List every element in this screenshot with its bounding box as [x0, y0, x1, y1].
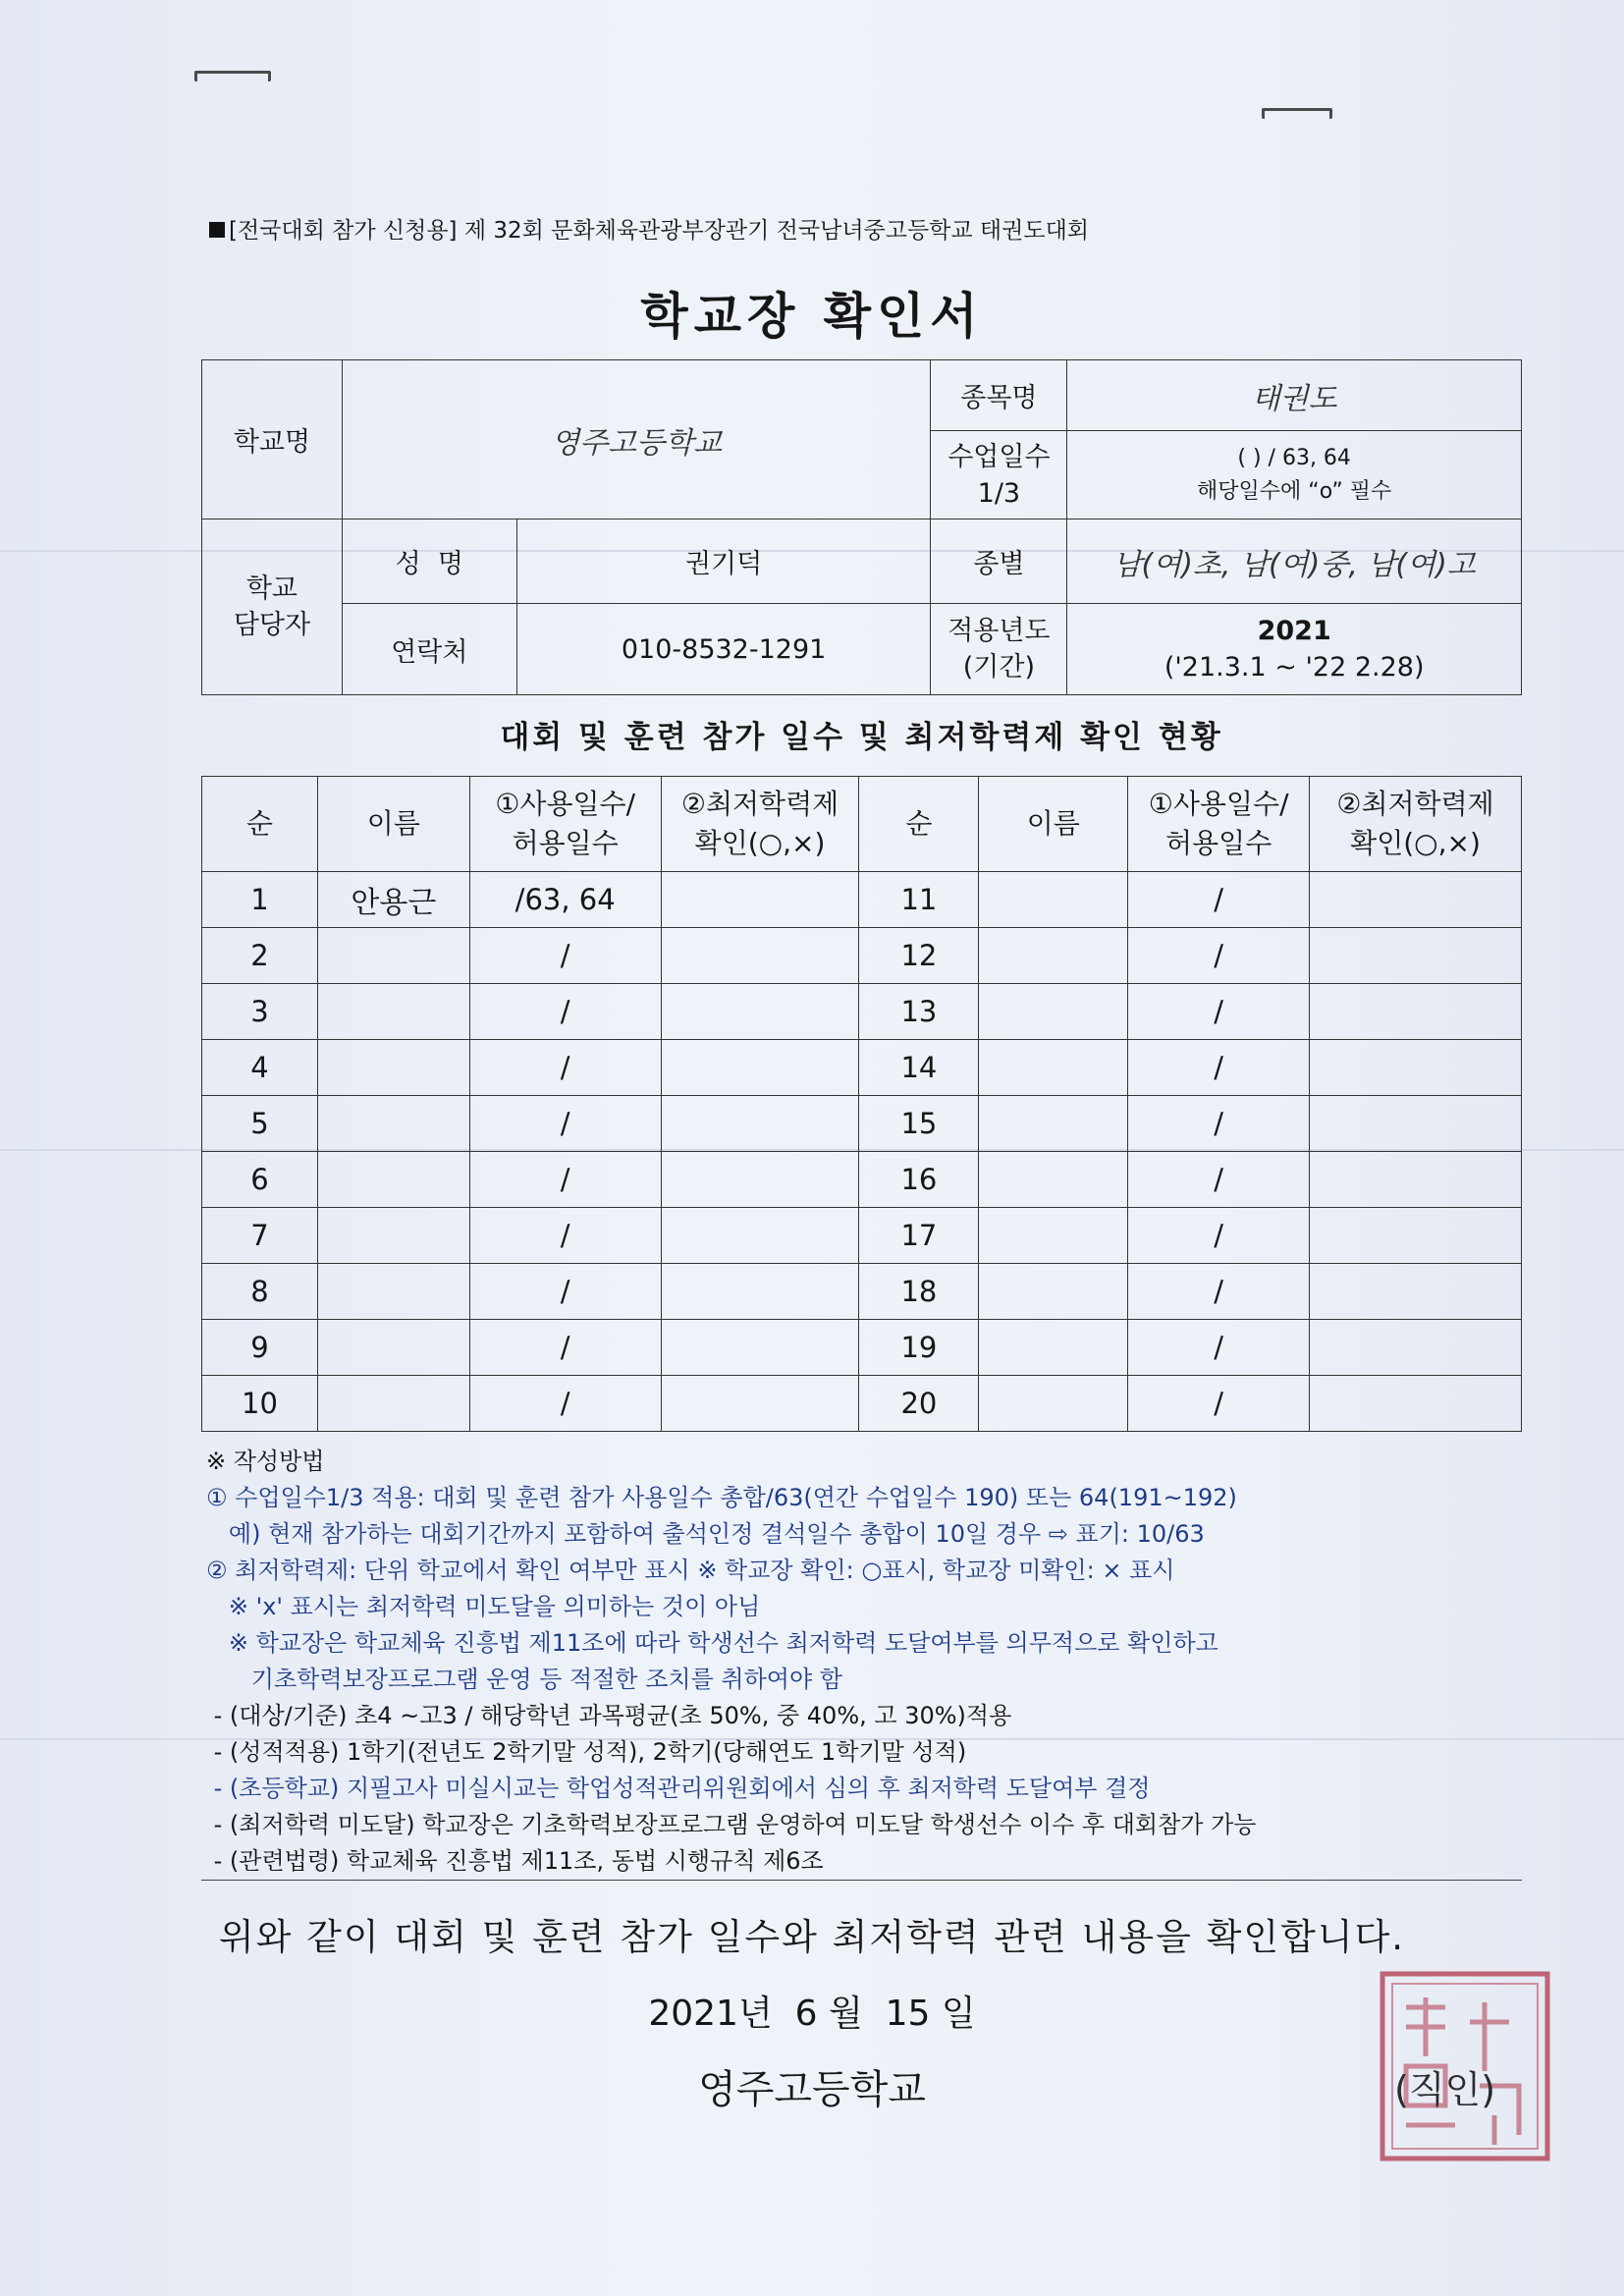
participant-name — [979, 1376, 1128, 1432]
table-row — [202, 1264, 1522, 1320]
staple-icon — [1262, 108, 1332, 119]
contact-value: 010-8532-1291 — [516, 604, 931, 695]
table-row — [202, 1040, 1522, 1096]
header-check-line1: ②최저학력제 — [1336, 788, 1494, 820]
manager-label-line2: 담당자 — [233, 610, 311, 640]
min-academic-check — [661, 1264, 859, 1320]
header-event: 제 32회 문화체육관광부장관기 전국남녀중고등학교 태권도대회 — [463, 218, 1090, 244]
apply-year-label-line1: 적용년도 — [947, 616, 1051, 646]
participant-name — [317, 1040, 469, 1096]
row-number: 1 — [202, 872, 318, 928]
type-label: 종별 — [931, 519, 1067, 604]
table-row — [202, 984, 1522, 1040]
class-days-label-line2: 1/3 — [977, 477, 1021, 509]
min-academic-check — [661, 984, 859, 1040]
min-academic-check — [661, 872, 859, 928]
min-academic-check — [661, 1152, 859, 1208]
participant-name — [979, 872, 1128, 928]
used-days: / — [1128, 1376, 1310, 1432]
used-days: / — [469, 1152, 661, 1208]
min-academic-check — [1310, 872, 1522, 928]
header-days — [1128, 777, 1310, 872]
min-academic-check — [1310, 1096, 1522, 1152]
header-name: 이름 — [979, 777, 1128, 872]
instruction-line: ※ 학교장은 학교체육 진흥법 제11조에 따라 학생선수 최저학력 도달여부를 의무적으로 확인하고 — [206, 1629, 1218, 1657]
school-name-value: 영주고등학교 — [342, 360, 931, 519]
table-row — [202, 1208, 1522, 1264]
manager-label-line1: 학교 — [245, 574, 298, 604]
row-number: 7 — [202, 1208, 318, 1264]
row-number: 20 — [859, 1376, 979, 1432]
used-days: / — [469, 1376, 661, 1432]
row-number: 14 — [859, 1040, 979, 1096]
used-days: / — [469, 1208, 661, 1264]
min-academic-check — [1310, 928, 1522, 984]
participant-table — [201, 776, 1522, 1432]
used-days: / — [1128, 1264, 1310, 1320]
apply-year-label — [931, 604, 1067, 695]
used-days: / — [469, 928, 661, 984]
section-subtitle: 대회 및 훈련 참가 일수 및 최저학력제 확인 현황 — [500, 720, 1223, 755]
used-days: / — [469, 1096, 661, 1152]
participant-name: 안용근 — [317, 872, 469, 928]
header-check-line2: 확인(○,×) — [694, 827, 826, 859]
instruction-line: - (초등학교) 지필고사 미실시교는 학업성적관리위원회에서 심의 후 최저학력 도달여부 결정 — [206, 1775, 1151, 1802]
participant-name — [979, 1096, 1128, 1152]
person-name-label: 성 명 — [342, 519, 516, 604]
confirmation-statement: 위와 같이 대회 및 훈련 참가 일수와 최저학력 관련 내용을 확인합니다. — [218, 1916, 1406, 1958]
used-days: / — [1128, 1152, 1310, 1208]
row-number: 15 — [859, 1096, 979, 1152]
instruction-line: - (관련법령) 학교체육 진흥법 제11조, 동법 시행규칙 제6조 — [206, 1847, 824, 1875]
header-days-line1: ①사용일수/ — [495, 788, 636, 820]
instruction-line: 기초학력보장프로그램 운영 등 적절한 조치를 취하여야 함 — [206, 1666, 842, 1693]
row-number: 18 — [859, 1264, 979, 1320]
table-row — [202, 1096, 1522, 1152]
header-check — [1310, 777, 1522, 872]
row-number: 3 — [202, 984, 318, 1040]
apply-year-value — [1067, 604, 1522, 695]
header-days-line2: 허용일수 — [512, 827, 619, 859]
min-academic-check — [661, 1376, 859, 1432]
participant-name — [979, 1264, 1128, 1320]
participant-name — [317, 1152, 469, 1208]
header-check — [661, 777, 859, 872]
signature-date: 2021년 6 월 15 일 — [648, 1994, 976, 2034]
used-days: / — [469, 1040, 661, 1096]
participant-name — [317, 1264, 469, 1320]
min-academic-check — [661, 1208, 859, 1264]
used-days: / — [1128, 1208, 1310, 1264]
apply-year-value-line2: ('21.3.1 ~ '22 2.28) — [1164, 652, 1425, 683]
type-value: 남(여)초, 남(여)중, 남(여)고 — [1067, 519, 1522, 604]
min-academic-check — [1310, 1376, 1522, 1432]
min-academic-check — [1310, 1264, 1522, 1320]
header-category: [전국대회 참가 신청용] — [229, 218, 458, 244]
row-number: 4 — [202, 1040, 318, 1096]
sport-label: 종목명 — [931, 360, 1067, 431]
instruction-line: 예) 현재 참가하는 대회기간까지 포함하여 출석인정 결석일수 총합이 10일 경우 ⇨ 표기: 10/63 — [206, 1520, 1205, 1548]
divider — [201, 1880, 1522, 1881]
table-row — [202, 1376, 1522, 1432]
participant-name — [317, 1208, 469, 1264]
table-row — [202, 1152, 1522, 1208]
row-number: 13 — [859, 984, 979, 1040]
row-number: 5 — [202, 1096, 318, 1152]
manager-label — [202, 519, 343, 695]
header-days-line2: 허용일수 — [1165, 827, 1272, 859]
header-days-line1: ①사용일수/ — [1148, 788, 1289, 820]
used-days: / — [1128, 872, 1310, 928]
info-table — [201, 359, 1522, 695]
apply-year-label-line2: (기간) — [962, 652, 1035, 683]
table-header-row — [202, 777, 1522, 872]
table-row — [202, 1320, 1522, 1376]
participant-name — [317, 928, 469, 984]
participant-name — [979, 1040, 1128, 1096]
row-number: 12 — [859, 928, 979, 984]
row-number: 6 — [202, 1152, 318, 1208]
min-academic-check — [661, 1040, 859, 1096]
min-academic-check — [1310, 984, 1522, 1040]
used-days: / — [1128, 928, 1310, 984]
contact-label: 연락처 — [342, 604, 516, 695]
apply-year-value-line1: 2021 — [1257, 616, 1331, 646]
min-academic-check — [1310, 1152, 1522, 1208]
min-academic-check — [661, 1096, 859, 1152]
min-academic-check — [661, 1320, 859, 1376]
participant-name — [979, 1320, 1128, 1376]
row-number: 8 — [202, 1264, 318, 1320]
school-signature: 영주고등학교 — [698, 2067, 926, 2112]
instruction-line: ※ 'x' 표시는 최저학력 미도달을 의미하는 것이 아님 — [206, 1593, 761, 1620]
participant-name — [317, 1096, 469, 1152]
instructions-heading: ※ 작성방법 — [206, 1448, 325, 1475]
row-number: 10 — [202, 1376, 318, 1432]
participant-name — [979, 928, 1128, 984]
row-number: 9 — [202, 1320, 318, 1376]
used-days: / — [469, 1264, 661, 1320]
class-days-label-line1: 수업일수 — [947, 441, 1051, 472]
instruction-line: - (최저학력 미도달) 학교장은 기초학력보장프로그램 운영하여 미도달 학생선수 이수 후 대회참가 가능 — [206, 1811, 1257, 1838]
row-number: 11 — [859, 872, 979, 928]
class-days-label — [931, 431, 1067, 519]
person-name-value: 권기덕 — [516, 519, 931, 604]
black-square-icon — [209, 222, 225, 238]
used-days: /63, 64 — [469, 872, 661, 928]
table-row — [202, 928, 1522, 984]
school-name-label: 학교명 — [202, 360, 343, 519]
row-number: 16 — [859, 1152, 979, 1208]
instruction-line: - (대상/기준) 초4 ~고3 / 해당학년 과목평균(초 50%, 중 40%, 고 30%)적용 — [206, 1702, 1012, 1729]
participant-name — [317, 984, 469, 1040]
used-days: / — [1128, 1320, 1310, 1376]
header-days — [469, 777, 661, 872]
row-number: 19 — [859, 1320, 979, 1376]
header-no: 순 — [202, 777, 318, 872]
header-check-line2: 확인(○,×) — [1350, 827, 1481, 859]
instruction-line: ① 수업일수1/3 적용: 대회 및 훈련 참가 사용일수 총합/63(연간 수업일수 190) 또는 64(191~192) — [206, 1484, 1237, 1511]
used-days: / — [469, 1320, 661, 1376]
participant-name — [317, 1320, 469, 1376]
participant-name — [979, 1152, 1128, 1208]
min-academic-check — [1310, 1208, 1522, 1264]
participant-name — [979, 1208, 1128, 1264]
header-name: 이름 — [317, 777, 469, 872]
class-days-value-line1: ( ) / 63, 64 — [1237, 445, 1351, 470]
row-number: 17 — [859, 1208, 979, 1264]
header-check-line1: ②최저학력제 — [680, 788, 839, 820]
min-academic-check — [1310, 1040, 1522, 1096]
class-days-value — [1067, 431, 1522, 519]
document-header — [209, 212, 1089, 245]
used-days: / — [1128, 984, 1310, 1040]
page-title: 학교장 확인서 — [640, 288, 984, 345]
table-row — [202, 872, 1522, 928]
min-academic-check — [1310, 1320, 1522, 1376]
used-days: / — [1128, 1040, 1310, 1096]
participant-name — [979, 984, 1128, 1040]
min-academic-check — [661, 928, 859, 984]
seal-label: (직인) — [1394, 2068, 1496, 2111]
instruction-line: ② 최저학력제: 단위 학교에서 확인 여부만 표시 ※ 학교장 확인: ○표시, 학교장 미확인: × 표시 — [206, 1557, 1175, 1584]
sport-value: 태권도 — [1067, 360, 1522, 431]
used-days: / — [1128, 1096, 1310, 1152]
instruction-line: - (성적적용) 1학기(전년도 2학기말 성적), 2학기(당해연도 1학기말 성적) — [206, 1738, 967, 1766]
class-days-value-line2: 해당일수에 “o” 필수 — [1197, 478, 1392, 504]
instructions — [206, 1444, 1542, 1880]
staple-icon — [194, 71, 271, 82]
participant-name — [317, 1376, 469, 1432]
row-number: 2 — [202, 928, 318, 984]
used-days: / — [469, 984, 661, 1040]
header-no: 순 — [859, 777, 979, 872]
